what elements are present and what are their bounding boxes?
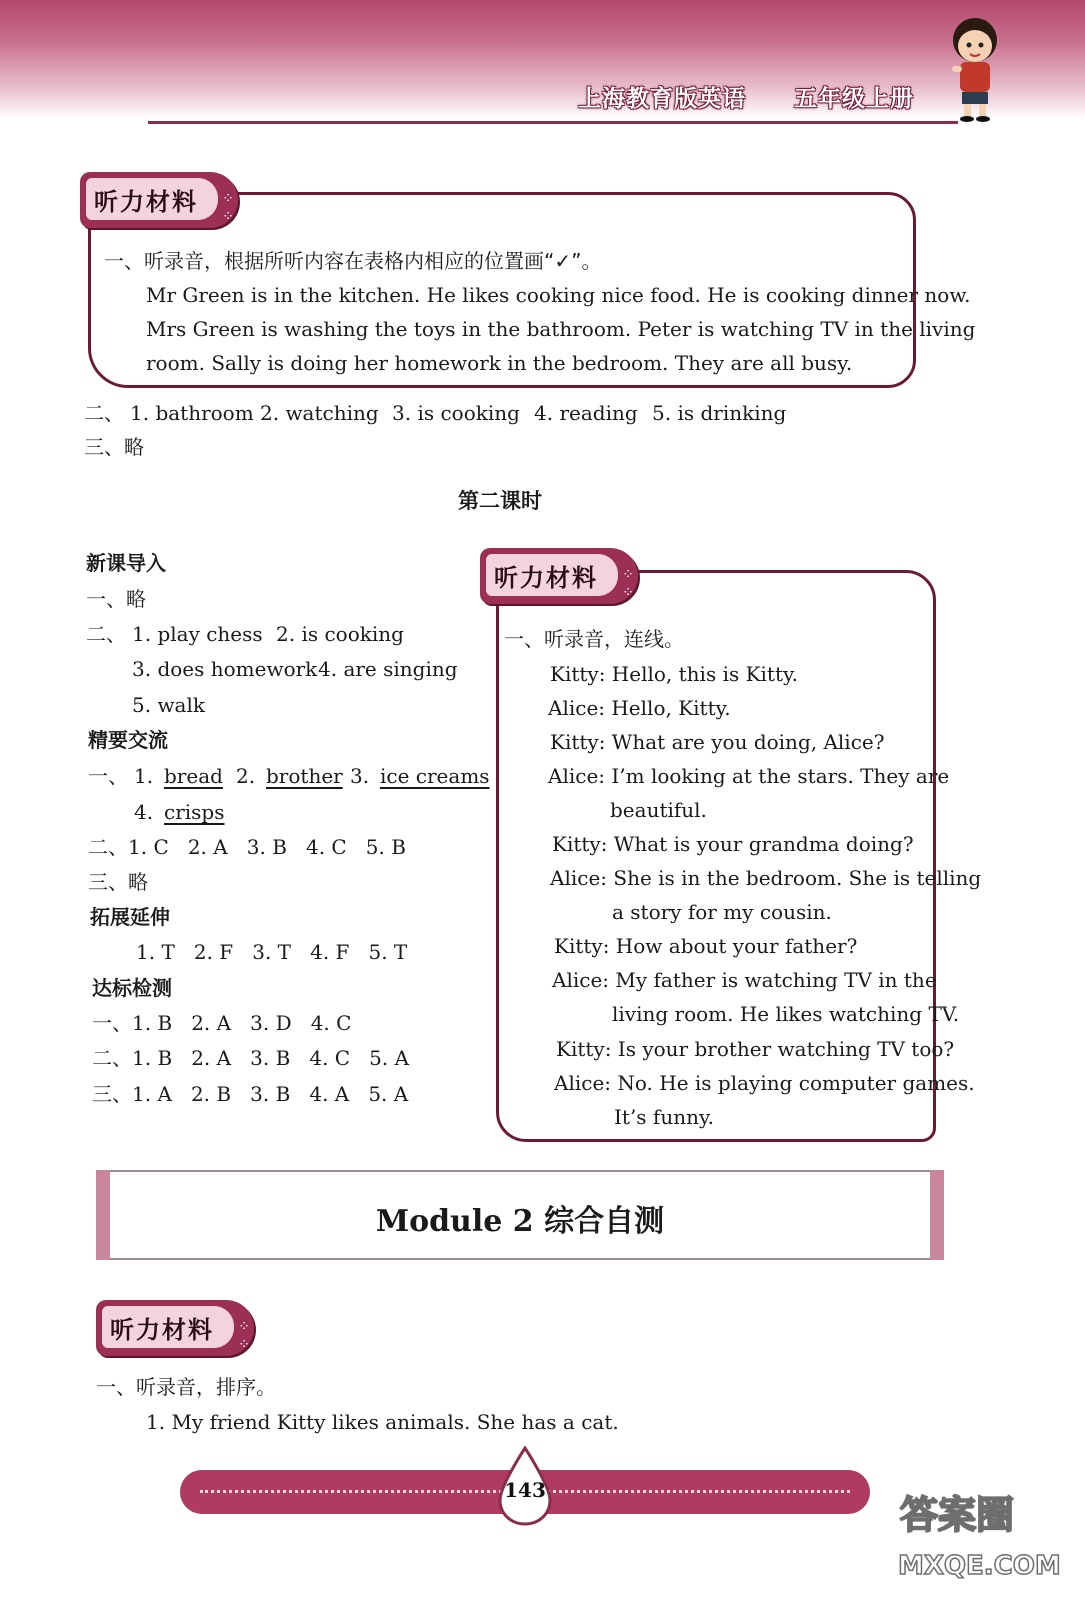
answer-item: 5. is drinking <box>652 401 787 425</box>
dialogue-line: Alice: My father is watching TV in the <box>552 968 937 992</box>
dots-arrow-icon: ⁘ ⁘ <box>238 1319 250 1353</box>
exchange-q2: 二、1. C 2. A 3. B 4. C 5. B <box>88 835 406 859</box>
dialogue-line: Kitty: What are you doing, Alice? <box>550 730 885 754</box>
heading-intro: 新课导入 <box>86 551 166 575</box>
dots-arrow-icon: ⁘ ⁘ <box>222 191 234 225</box>
passage-line: Mrs Green is washing the toys in the bathroom. Peter is watching TV in the living <box>146 317 976 341</box>
watermark-bottom: MXQE.COM <box>898 1551 1061 1581</box>
header-rule <box>148 121 958 124</box>
answer-item: 5. walk <box>132 693 205 717</box>
answer-item: 4. are singing <box>318 657 458 681</box>
heading-exchange: 精要交流 <box>88 728 168 752</box>
fill-answer: crisps <box>164 800 225 824</box>
number-label: 4. <box>134 800 154 824</box>
dialogue-line: Kitty: Hello, this is Kitty. <box>550 662 798 686</box>
dialogue-line: Alice: I’m looking at the stars. They are <box>548 764 950 788</box>
intro-q1: 一、略 <box>86 587 146 611</box>
watermark-top: 答案圈 <box>900 1493 1015 1537</box>
answer-item: 2. is cooking <box>276 622 404 646</box>
lesson-title: 第二课时 <box>458 489 542 513</box>
intro-q2-prefix: 二、 <box>86 622 126 646</box>
exchange-q3: 三、略 <box>88 870 148 894</box>
module-instruction: 一、听录音，排序。 <box>96 1375 276 1399</box>
header-band <box>0 0 1085 118</box>
listening-tab-3 <box>96 1300 254 1356</box>
dialogue-line: Kitty: What is your grandma doing? <box>552 832 914 856</box>
student-mascot-icon <box>942 14 1008 122</box>
dialogue-line: Alice: No. He is playing computer games. <box>554 1071 975 1095</box>
number-label: 3. <box>350 764 370 788</box>
dialogue-line: It’s funny. <box>614 1105 714 1129</box>
section1-q2-prefix: 二、 <box>84 401 124 425</box>
dialogue-line: Alice: Hello, Kitty. <box>548 696 731 720</box>
dialogue-line: a story for my cousin. <box>612 900 832 924</box>
dialogue-line: Kitty: Is your brother watching TV too? <box>556 1037 955 1061</box>
listening-tab-label: 听力材料 <box>86 178 218 220</box>
book-title: 上海教育版英语 <box>578 86 746 112</box>
check-answers-row: 二、1. B 2. A 3. B 4. C 5. A <box>92 1046 410 1070</box>
answer-item: 2. watching <box>260 401 379 425</box>
dialogue-line: living room. He likes watching TV. <box>612 1002 960 1026</box>
answer-item: 3. does homework <box>132 657 318 681</box>
heading-extend: 拓展延伸 <box>90 905 170 929</box>
module-title: Module 2 综合自测 <box>375 1204 665 1239</box>
passage-line: Mr Green is in the kitchen. He likes cooking nice food. He is cooking dinner now. <box>146 283 971 307</box>
fill-answer: ice creams <box>380 764 490 788</box>
number-label: 2. <box>236 764 256 788</box>
listening-tab-label: 听力材料 <box>102 1306 234 1348</box>
fill-answer: brother <box>266 764 343 788</box>
grade-label: 五年级上册 <box>794 86 914 112</box>
section1-question-3: 三、略 <box>84 435 144 459</box>
listening-tab-2 <box>480 548 638 604</box>
dialogue-instruction: 一、听录音，连线。 <box>504 627 684 651</box>
passage-line: room. Sally is doing her homework in the bedroom. They are all busy. <box>146 351 853 375</box>
fill-answer: bread <box>164 764 223 788</box>
check-answers-row: 一、1. B 2. A 3. D 4. C <box>92 1011 352 1035</box>
page-number: 143 <box>504 1478 546 1502</box>
section1-question-1: 一、听录音，根据所听内容在表格内相应的位置画“✓”。 <box>104 249 602 273</box>
answer-item: 1. play chess <box>132 622 263 646</box>
module-line: 1. My friend Kitty likes animals. She has a cat. <box>146 1410 619 1434</box>
module-bar-left <box>96 1170 110 1260</box>
module-bar-right <box>930 1170 944 1260</box>
watermark-logo <box>890 1478 1070 1588</box>
heading-check: 达标检测 <box>92 976 172 1000</box>
listening-tab-1 <box>80 172 238 228</box>
answer-item: 3. is cooking <box>392 401 520 425</box>
extend-answers: 1. T 2. F 3. T 4. F 5. T <box>136 940 408 964</box>
dialogue-line: Kitty: How about your father? <box>554 934 858 958</box>
number-label: 1. <box>134 764 154 788</box>
dots-arrow-icon: ⁘ ⁘ <box>622 567 634 601</box>
exchange-q1-prefix: 一、 <box>88 764 128 788</box>
check-answers-row: 三、1. A 2. B 3. B 4. A 5. A <box>92 1082 409 1106</box>
answer-item: 4. reading <box>534 401 638 425</box>
listening-tab-label: 听力材料 <box>486 554 618 596</box>
dialogue-line: beautiful. <box>610 798 707 822</box>
answer-item: 1. bathroom <box>130 401 254 425</box>
dialogue-line: Alice: She is in the bedroom. She is telling <box>550 866 982 890</box>
